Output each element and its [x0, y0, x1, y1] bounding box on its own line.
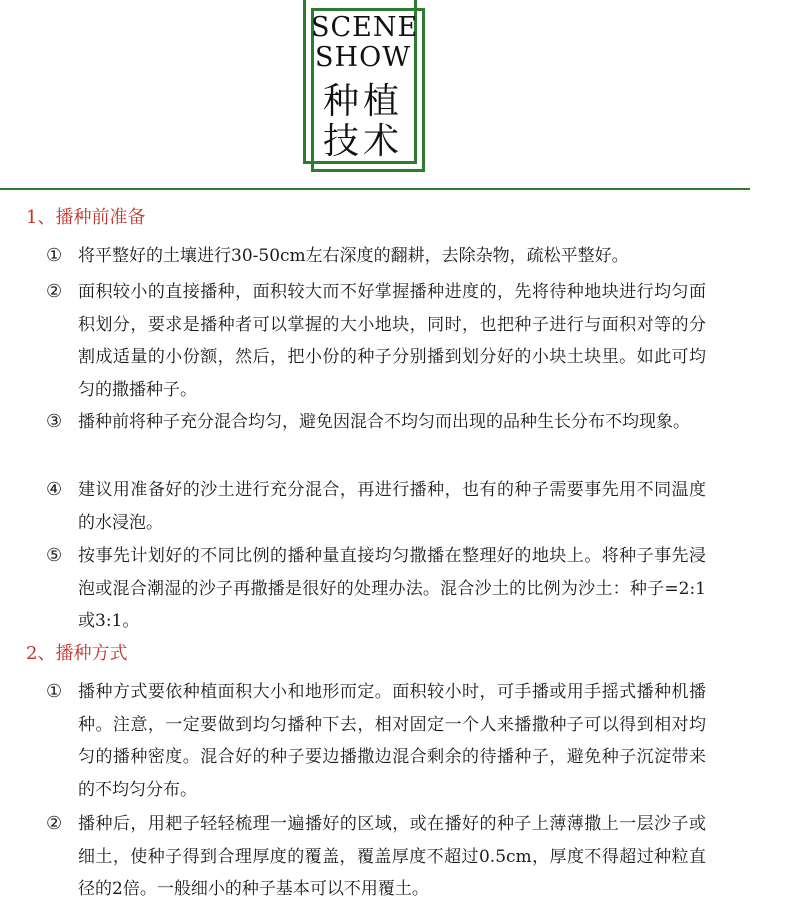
item-text: 建议用准备好的沙土进行充分混合，再进行播种，也有的种子需要事先用不同温度的水浸泡。 [78, 480, 706, 533]
item-number: ① [46, 245, 63, 266]
logo-text-line3: 种植 [322, 81, 403, 122]
list-item [46, 808, 706, 906]
item-text: 播种后，用耙子轻轻梳理一遍播好的区域，或在播好的种子上薄薄撒上一层沙子或细土，使种子得到合理厚度的覆盖，覆盖厚度不超过0.5cm，厚度不得超过种粒直径的2倍。一般细小的种子基本可以不用覆土。 [78, 814, 706, 899]
list-item [46, 540, 706, 638]
item-text: 播种前将种子充分混合均匀，避免因混合不均匀而出现的品种生长分布不均现象。 [78, 412, 690, 432]
item-text: 面积较小的直接播种，面积较大而不好掌握播种进度的，先将待种地块进行均匀面积划分，要求是播种者可以掌握的大小地块，同时，也把种子进行与面积对等的分割成适量的小份额，然后，把小份的种子分别播到划分好的小块土块里。如此可均匀的撒播种子。 [78, 282, 706, 400]
logo-text-show: SHOW [315, 42, 411, 73]
list-item [46, 406, 706, 439]
item-number: ② [46, 813, 63, 834]
logo [303, 0, 423, 170]
item-number: ② [46, 281, 63, 302]
list-item [46, 676, 706, 806]
list-item [46, 240, 706, 273]
section-heading-1: 1、播种前准备 [26, 207, 146, 228]
header-divider [0, 188, 750, 190]
item-text: 按事先计划好的不同比例的播种量直接均匀撒播在整理好的地块上。将种子事先浸泡或混合潮湿的沙子再撒播是很好的处理办法。混合沙土的比例为沙土：种子=2:1或3:1。 [78, 546, 706, 631]
logo-text-line4: 技术 [322, 121, 403, 162]
item-number: ① [46, 681, 63, 702]
section-heading-2: 2、播种方式 [26, 643, 128, 664]
logo-text-scene: SCENE [311, 12, 419, 43]
item-number: ④ [46, 479, 63, 500]
item-number: ⑤ [46, 545, 63, 566]
item-number: ③ [46, 411, 63, 432]
list-item [46, 474, 706, 539]
item-text: 将平整好的土壤进行30-50cm左右深度的翻耕，去除杂物，疏松平整好。 [78, 246, 629, 266]
item-text: 播种方式要依种植面积大小和地形而定。面积较小时，可手播或用手摇式播种机播种。注意，一定要做到均匀播种下去，相对固定一个人来播撒种子可以得到相对均匀的播种密度。混合好的种子要边播撒边混合剩余的待播种子，避免种子沉淀带来的不均匀分布。 [78, 682, 706, 800]
list-item [46, 276, 706, 406]
